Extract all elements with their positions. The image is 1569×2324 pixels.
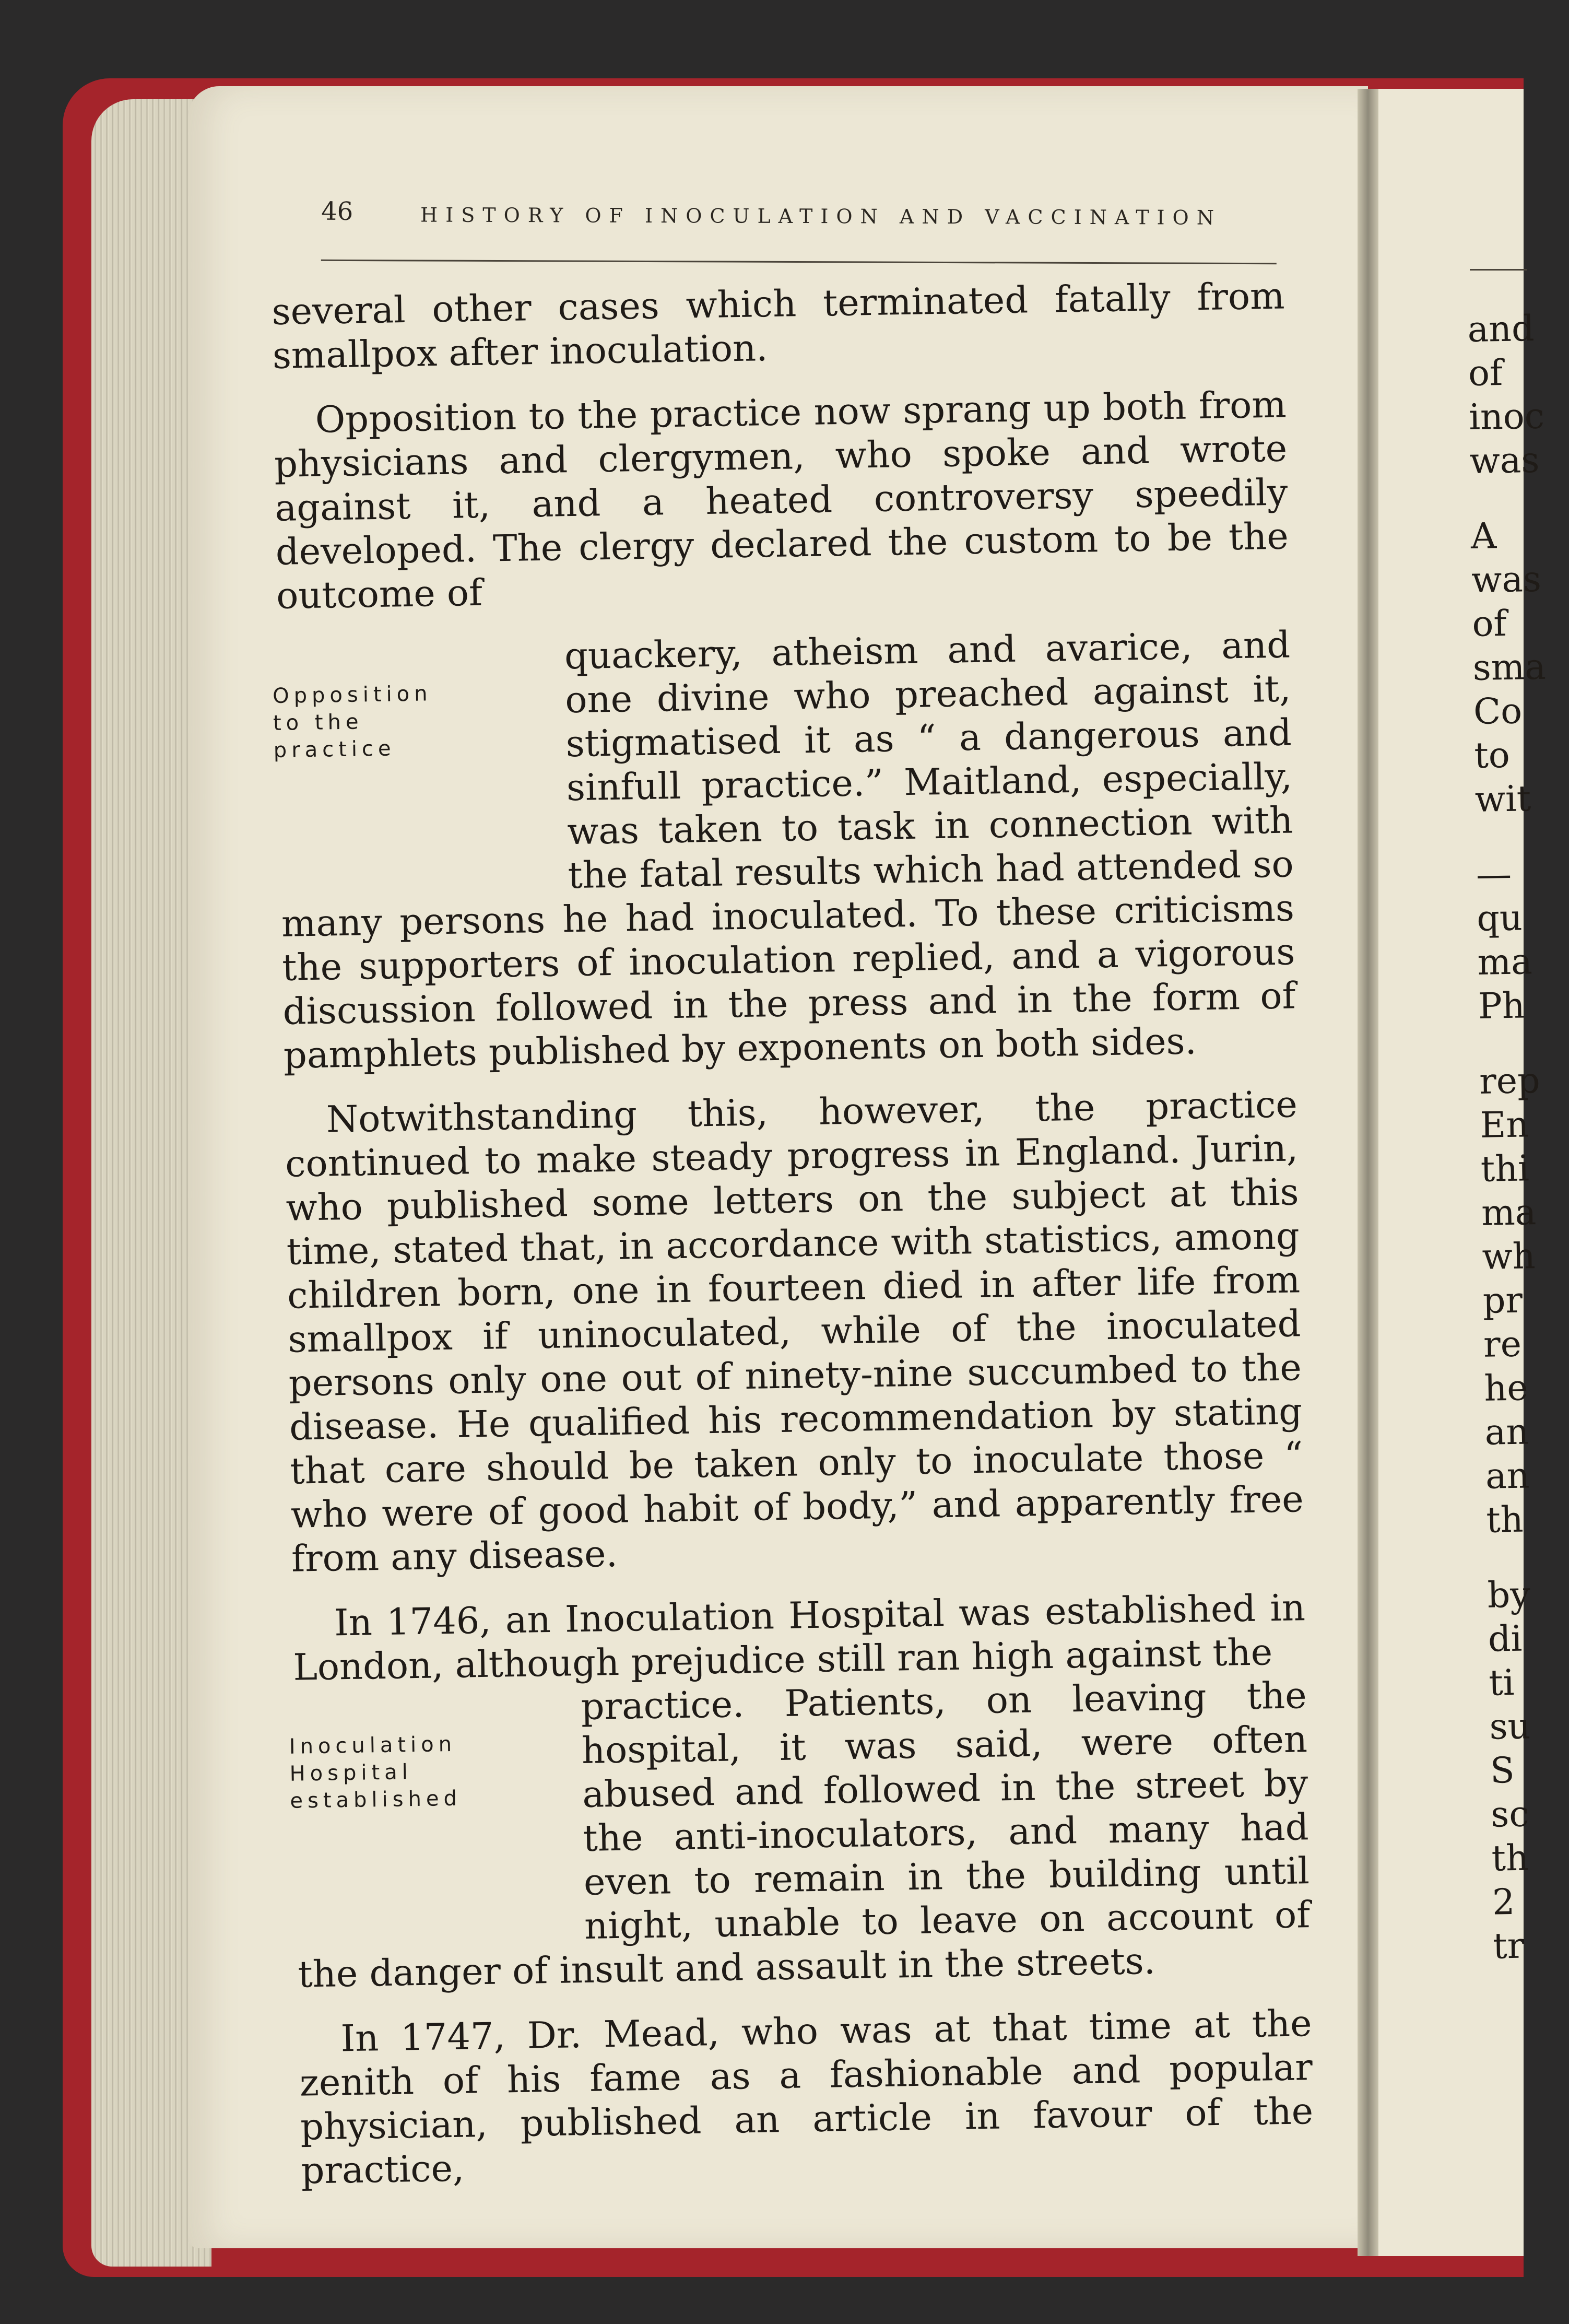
sidenote-line: Inoculation bbox=[289, 1732, 457, 1759]
paragraph: In 1747, Dr. Mead, who was at that time at the zenith of his fame as a fashionable and popular physician, published an article in favour of the practice, bbox=[299, 2002, 1314, 2192]
next-page-line: S bbox=[1490, 1750, 1515, 1792]
sidenote-line: practice bbox=[273, 736, 396, 763]
page-body bbox=[272, 274, 1315, 2214]
paragraph: Opposition to the practice now sprang up both from physicians and clergymen, who spoke and wrote against it, and a heated controversy speedily developed. The clergy declared the custom to be the outcome of bbox=[274, 383, 1289, 617]
next-page-line: — bbox=[1476, 853, 1512, 896]
paragraph: quackery, atheism and avarice, and one divine who preached against it, stigmatised it as “ a dangerous and sinfull practice.” Maitland, especially, was taken to task in connection with the fatal results which had attended so many persons he had inoculated. To these criticisms the supporters of inoculation replied, and a vigorous discussion followed in the press and in the form of pamphlets published by exponents on both sides. bbox=[281, 623, 1296, 1077]
next-page-line: rep bbox=[1479, 1060, 1541, 1102]
next-page-line: and bbox=[1467, 308, 1535, 350]
next-page-line: su bbox=[1489, 1706, 1531, 1748]
next-page-line: inoc bbox=[1468, 395, 1545, 438]
next-page-line: Ph bbox=[1478, 985, 1526, 1027]
sidenote-line: to the bbox=[273, 710, 363, 736]
next-page-line: A bbox=[1470, 515, 1497, 557]
next-page-line: of bbox=[1471, 603, 1507, 645]
next-page-line: wit bbox=[1474, 778, 1531, 820]
next-page-line: qu bbox=[1476, 897, 1523, 940]
next-page-line: sc bbox=[1490, 1793, 1529, 1836]
paragraph: practice. Patients, on leaving the hospital, it was said, were often abused and followed in the street by the anti-inoculators, and many had even to remain in the building until night, unable to leave on account of the danger of insult and assault in the streets. bbox=[298, 1674, 1311, 1996]
paragraph: Notwithstanding this, however, the practice continued to make steady progress in England. Jurin, who published some letters on the subject at this time, stated that, in accordance with statistics, among children born, one in fourteen died in after life from smallpox if uninoculated, while of the inoculated persons only one out of ninety-nine succumbed to the disease. He qualified his recommendation by stating that care should be taken only to inoculate those “ who were of good habit of body,” and apparently free from any disease. bbox=[285, 1083, 1304, 1580]
next-page-line: was bbox=[1471, 558, 1542, 601]
next-page-line: di bbox=[1488, 1618, 1523, 1660]
next-page-line: ma bbox=[1481, 1192, 1537, 1234]
sidenote-opposition bbox=[272, 635, 526, 860]
next-page-line: an bbox=[1485, 1455, 1530, 1497]
next-page-line: by bbox=[1487, 1574, 1531, 1616]
next-page-line: sma bbox=[1472, 646, 1547, 689]
next-page-line: an bbox=[1484, 1411, 1529, 1453]
next-page-line: he bbox=[1483, 1367, 1529, 1410]
paragraph: several other cases which terminated fatally from smallpox after inoculation. bbox=[272, 274, 1285, 377]
next-page-line: th bbox=[1491, 1837, 1529, 1880]
next-page-line: pr bbox=[1482, 1280, 1523, 1322]
next-page-line: ma bbox=[1477, 941, 1533, 983]
next-page-line: thi bbox=[1480, 1148, 1530, 1190]
next-page-line: of bbox=[1468, 352, 1503, 394]
sidenote-line: Opposition bbox=[272, 682, 432, 709]
paragraph: In 1746, an Inoculation Hospital was established in London, although prejudice still ran high against the bbox=[292, 1586, 1306, 1689]
next-page-line: En bbox=[1479, 1104, 1529, 1146]
sidenote-hospital bbox=[288, 1685, 542, 1910]
next-page-line: tr bbox=[1492, 1925, 1525, 1967]
next-page-line: to bbox=[1473, 734, 1511, 777]
next-page-line: Co bbox=[1473, 690, 1523, 733]
page-number: 46 bbox=[321, 196, 353, 227]
next-page-line: was bbox=[1469, 439, 1540, 482]
next-page-line: re bbox=[1483, 1323, 1522, 1366]
running-head: HISTORY OF INOCULATION AND VACCINATION bbox=[420, 203, 1222, 229]
next-page-line: wh bbox=[1481, 1236, 1536, 1278]
page-header bbox=[321, 197, 1277, 264]
next-page-line: ti bbox=[1488, 1662, 1515, 1704]
next-page-rule bbox=[1470, 269, 1527, 271]
book-gutter bbox=[1358, 89, 1378, 2256]
sidenote-line: established bbox=[290, 1786, 462, 1813]
next-page-line: 2 bbox=[1492, 1881, 1515, 1923]
next-page-line: th bbox=[1485, 1499, 1524, 1541]
sidenote-line: Hospital bbox=[289, 1760, 413, 1786]
